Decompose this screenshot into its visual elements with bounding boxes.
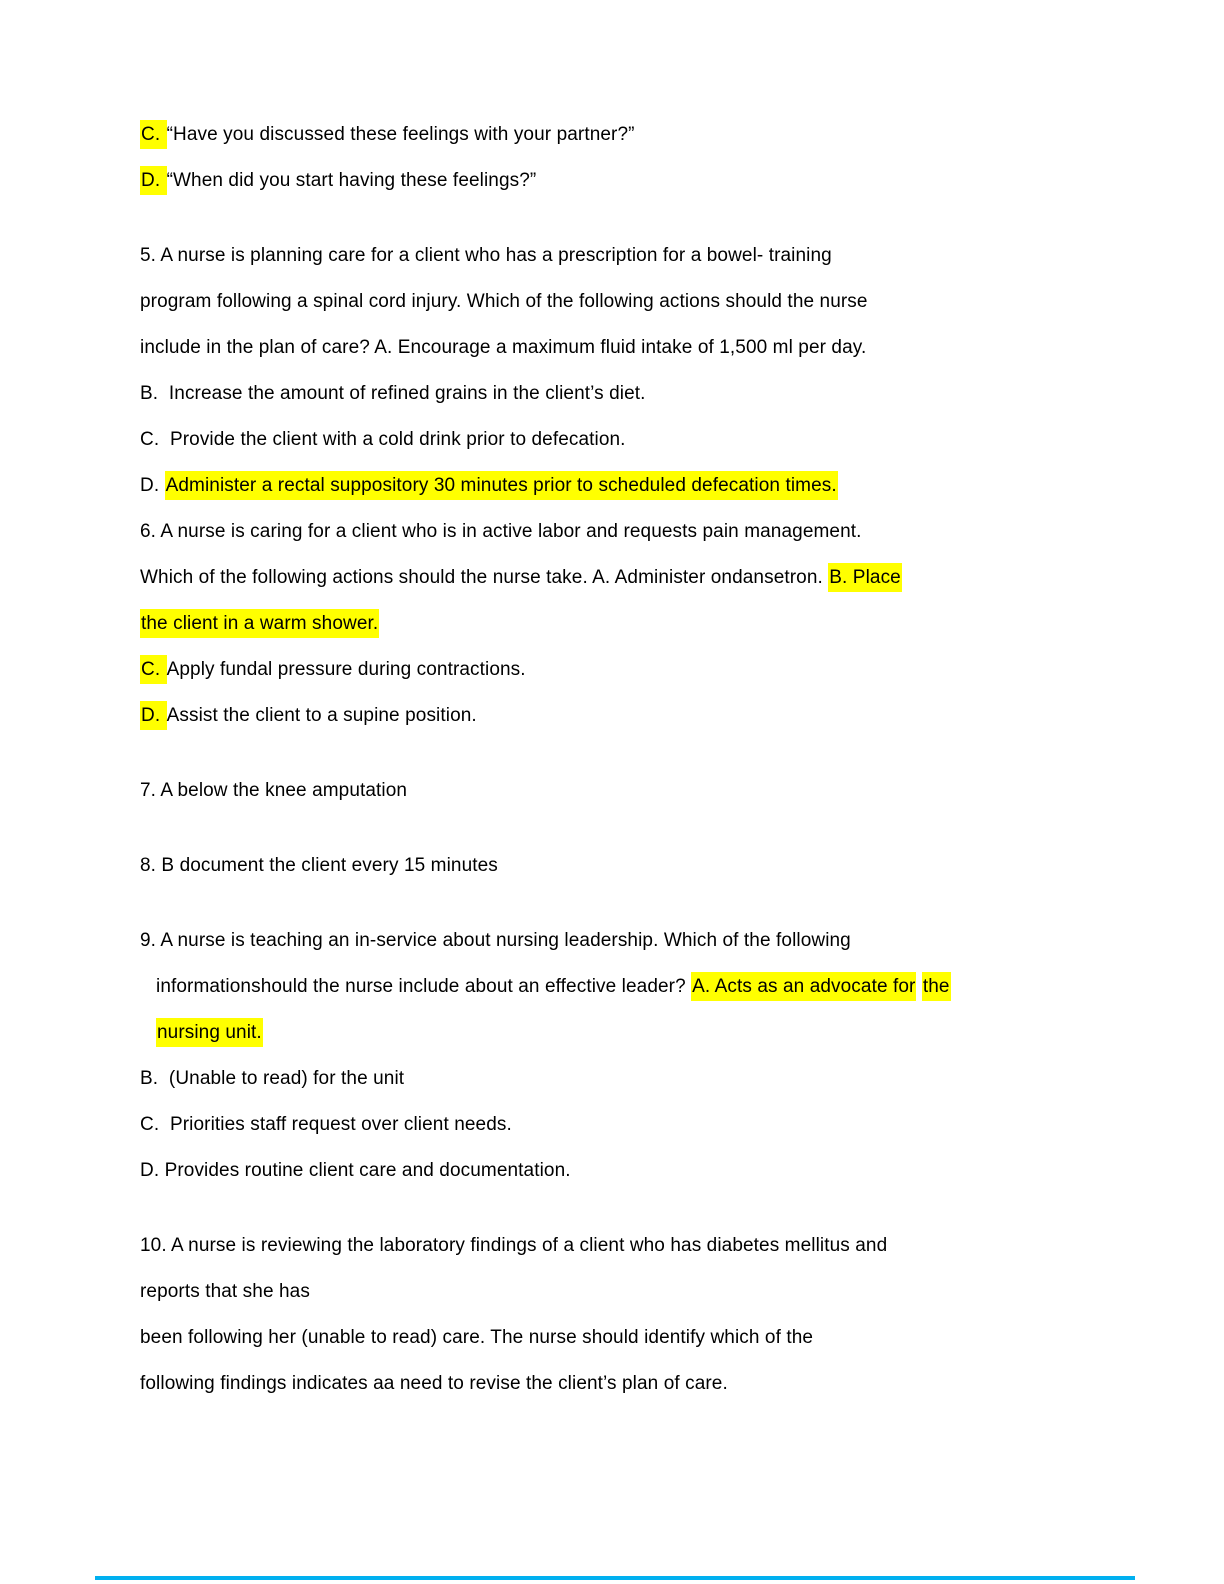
highlighted-text: nursing unit. bbox=[156, 1018, 263, 1047]
body-text: 6. A nurse is caring for a client who is in active labor and requests pain management. bbox=[140, 521, 862, 542]
body-text: D. Provides routine client care and documentation. bbox=[140, 1160, 571, 1181]
body-text: reports that she has bbox=[140, 1281, 310, 1302]
text-line bbox=[140, 1148, 1100, 1194]
text-line bbox=[140, 371, 1100, 417]
text-line bbox=[140, 325, 1100, 371]
document-body bbox=[140, 112, 1100, 1407]
highlighted-text: B. Place bbox=[828, 563, 902, 592]
text-line bbox=[140, 1269, 1100, 1315]
body-text: B. (Unable to read) for the unit bbox=[140, 1068, 405, 1089]
text-line bbox=[140, 918, 1100, 964]
body-text: following findings indicates aa need to revise the client’s plan of care. bbox=[140, 1373, 728, 1394]
body-text: D. bbox=[140, 475, 165, 496]
text-line bbox=[140, 601, 1100, 647]
text-line bbox=[140, 693, 1100, 739]
body-text: “When did you start having these feelings?” bbox=[166, 170, 537, 191]
highlighted-text: the client in a warm shower. bbox=[140, 609, 379, 638]
body-text: Assist the client to a supine position. bbox=[166, 705, 477, 726]
highlighted-text: the bbox=[922, 972, 951, 1001]
body-text: Which of the following actions should the nurse take. A. Administer ondansetron. bbox=[140, 567, 829, 588]
page-break-divider bbox=[95, 1576, 1135, 1580]
body-text: C. Provide the client with a cold drink prior to defecation. bbox=[140, 429, 626, 450]
text-line bbox=[140, 768, 1100, 814]
body-text: B. Increase the amount of refined grains in the client’s diet. bbox=[140, 383, 646, 404]
text-line bbox=[140, 555, 1100, 601]
text-line bbox=[140, 1315, 1100, 1361]
body-text: “Have you discussed these feelings with your partner?” bbox=[166, 124, 635, 145]
body-text: 8. B document the client every 15 minutes bbox=[140, 855, 498, 876]
body-text: 5. A nurse is planning care for a client who has a prescription for a bowel- training bbox=[140, 245, 832, 266]
body-text: 7. A below the knee amputation bbox=[140, 780, 408, 801]
text-line bbox=[140, 1010, 1100, 1056]
highlighted-text: Administer a rectal suppository 30 minutes prior to scheduled defecation times. bbox=[165, 471, 838, 500]
text-line bbox=[140, 964, 1100, 1010]
text-line bbox=[140, 647, 1100, 693]
highlighted-text: D. bbox=[140, 166, 167, 195]
text-line bbox=[140, 279, 1100, 325]
text-line bbox=[140, 158, 1100, 204]
highlighted-text: A. Acts as an advocate for bbox=[691, 972, 916, 1001]
highlighted-text: C. bbox=[140, 120, 167, 149]
text-line bbox=[140, 463, 1100, 509]
body-text: include in the plan of care? A. Encourage a maximum fluid intake of 1,500 ml per day. bbox=[140, 337, 867, 358]
body-text: C. Priorities staff request over client needs. bbox=[140, 1114, 512, 1135]
body-text: program following a spinal cord injury. Which of the following actions should the nurse bbox=[140, 291, 868, 312]
text-line bbox=[140, 509, 1100, 555]
body-text: 9. A nurse is teaching an in-service about nursing leadership. Which of the following bbox=[140, 930, 851, 951]
text-line bbox=[140, 1056, 1100, 1102]
highlighted-text: C. bbox=[140, 655, 167, 684]
text-line bbox=[140, 417, 1100, 463]
text-line bbox=[140, 233, 1100, 279]
text-line bbox=[140, 112, 1100, 158]
text-line bbox=[140, 1223, 1100, 1269]
text-line bbox=[140, 1361, 1100, 1407]
highlighted-text: D. bbox=[140, 701, 167, 730]
text-line bbox=[140, 1102, 1100, 1148]
text-line bbox=[140, 843, 1100, 889]
body-text: Apply fundal pressure during contractions. bbox=[166, 659, 526, 680]
body-text: been following her (unable to read) care. The nurse should identify which of the bbox=[140, 1327, 814, 1348]
body-text: 10. A nurse is reviewing the laboratory findings of a client who has diabetes mellitus and bbox=[140, 1235, 888, 1256]
body-text: informationshould the nurse include about an effective leader? bbox=[156, 976, 692, 997]
